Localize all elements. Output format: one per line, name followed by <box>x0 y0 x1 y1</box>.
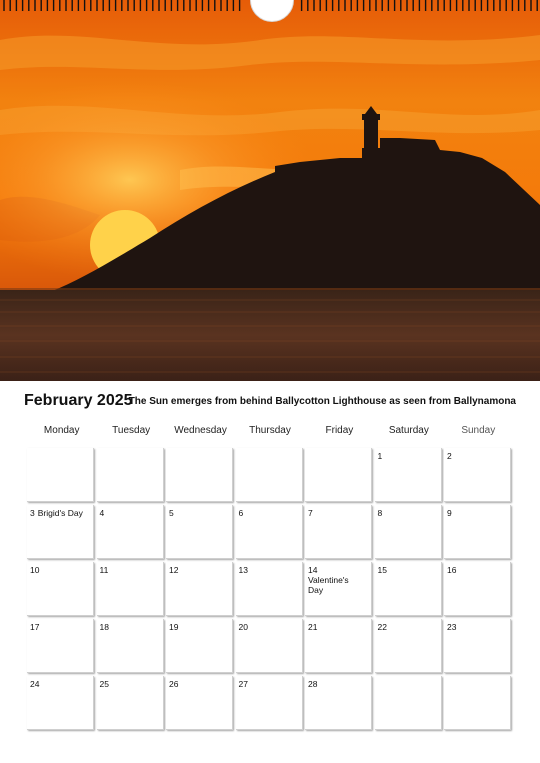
day-number: 23 <box>447 622 457 632</box>
day-cell <box>444 619 511 673</box>
day-cell <box>236 676 303 730</box>
photo-caption: The Sun emerges from behind Ballycotton Lighthouse as seen from Ballynamona <box>128 396 516 407</box>
month-title: February 2025 <box>24 392 133 409</box>
day-cell <box>305 676 372 730</box>
day-cell <box>375 448 442 502</box>
day-cell <box>305 562 372 616</box>
day-cell <box>444 505 511 559</box>
calendar-grid <box>27 448 513 730</box>
day-cell <box>166 505 233 559</box>
day-cell <box>166 562 233 616</box>
day-number: 16 <box>447 565 457 575</box>
day-cell <box>305 505 372 559</box>
day-cell <box>236 448 303 502</box>
day-number: 17 <box>30 622 40 632</box>
day-cell <box>375 562 442 616</box>
day-event: Brigid's Day <box>37 508 83 518</box>
day-number: 25 <box>99 679 109 689</box>
calendar-photo <box>0 0 540 381</box>
weekday-thursday: Thursday <box>249 425 291 436</box>
day-cell <box>444 448 511 502</box>
day-cell <box>236 562 303 616</box>
day-cell <box>444 676 511 730</box>
day-cell <box>27 505 94 559</box>
weekday-header-row <box>27 425 513 439</box>
sunset-lighthouse-image <box>0 0 540 381</box>
weekday-tuesday: Tuesday <box>112 425 151 436</box>
day-cell <box>27 562 94 616</box>
day-cell <box>27 448 94 502</box>
day-number: 9 <box>447 508 452 518</box>
weekday-saturday: Saturday <box>388 425 429 436</box>
day-cell <box>444 562 511 616</box>
day-cell <box>97 676 164 730</box>
day-number: 5 <box>169 508 174 518</box>
day-cell <box>166 448 233 502</box>
day-number: 8 <box>377 508 383 518</box>
weekday-sunday: Sunday <box>461 425 496 436</box>
weekday-monday: Monday <box>43 425 80 436</box>
day-cell <box>166 619 233 673</box>
day-number: 6 <box>238 508 244 518</box>
day-number: 3 <box>30 508 35 518</box>
day-number: 20 <box>238 622 248 632</box>
day-number: 19 <box>169 622 179 632</box>
day-number: 13 <box>238 565 248 575</box>
day-cell <box>27 619 94 673</box>
day-cell <box>27 676 94 730</box>
day-number: 27 <box>238 679 248 689</box>
day-cell <box>236 619 303 673</box>
day-cell <box>97 505 164 559</box>
day-number: 22 <box>377 622 387 632</box>
day-cell <box>236 505 303 559</box>
day-cell <box>166 676 233 730</box>
day-number: 18 <box>99 622 109 632</box>
day-number: 12 <box>169 565 179 575</box>
weekday-friday: Friday <box>325 425 354 436</box>
day-number: 11 <box>99 565 109 575</box>
day-cell <box>97 448 164 502</box>
day-number: 15 <box>377 565 387 575</box>
day-number: 4 <box>99 508 105 518</box>
day-number: 28 <box>308 679 318 689</box>
day-number: 2 <box>447 451 452 461</box>
day-number: 7 <box>308 508 313 518</box>
day-number: 24 <box>30 679 40 689</box>
day-cell <box>97 562 164 616</box>
day-number: 21 <box>308 622 318 632</box>
day-number: 10 <box>30 565 40 575</box>
day-cell <box>305 619 372 673</box>
day-cell <box>375 619 442 673</box>
day-cell <box>97 619 164 673</box>
day-number: 1 <box>377 451 383 461</box>
day-number: 14 <box>308 565 318 575</box>
day-cell <box>375 505 442 559</box>
weekday-wednesday: Wednesday <box>174 425 227 436</box>
day-event: Valentine's Day <box>308 575 349 595</box>
day-cell <box>375 676 442 730</box>
day-cell <box>305 448 372 502</box>
day-number: 26 <box>169 679 179 689</box>
